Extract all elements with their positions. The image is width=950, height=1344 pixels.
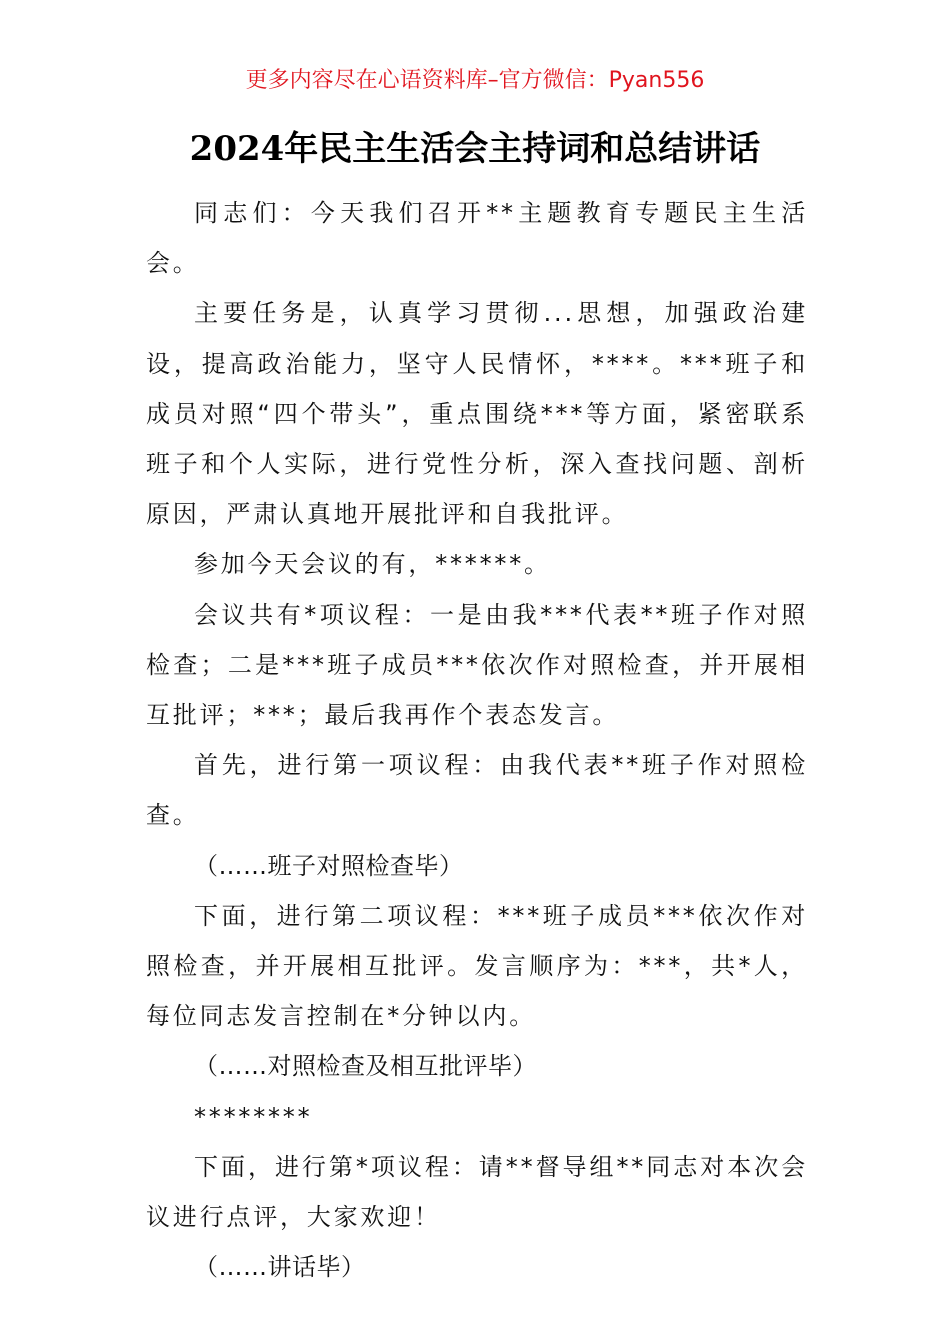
document-body — [146, 188, 808, 1292]
watermark-header: 更多内容尽在心语资料库–官方微信：Pyan556 — [245, 68, 705, 93]
paragraph-placeholder: ******** — [194, 1102, 313, 1131]
paragraph-stage-note-1: （……班子对照检查毕） — [194, 851, 464, 880]
paragraph-attendees: 参加今天会议的有，******。 — [194, 550, 551, 579]
paragraph-stage-note-3: （……讲话毕） — [194, 1253, 366, 1282]
paragraph-agenda-item-1: 首先，进行第一项议程：由我代表**班子作对照检查。 — [146, 751, 808, 830]
paragraph-agenda-item-review: 下面，进行第*项议程：请**督导组**同志对本次会议进行点评，大家欢迎！ — [146, 1152, 808, 1232]
paragraph-main-task: 主要任务是，认真学习贯彻...思想，加强政治建设，提高政治能力，坚守人民情怀，****。***班子和成员对照“四个带头”，重点围绕***等方面，紧密联系班子和个人实际，进行党性分析，深入查找问题、剖析原因，严肃认真地开展批评和自我批评。 — [146, 299, 808, 529]
document-title: 2024年民主生活会主持词和总结讲话 — [189, 129, 761, 169]
paragraph-opening: 同志们：今天我们召开**主题教育专题民主生活会。 — [146, 199, 808, 278]
paragraph-stage-note-2: （……对照检查及相互批评毕） — [194, 1052, 537, 1081]
paragraph-agenda-item-2: 下面，进行第二项议程：***班子成员***依次作对照检查，并开展相互批评。发言顺序为：***，共*人，每位同志发言控制在*分钟以内。 — [146, 901, 808, 1031]
paragraph-agenda: 会议共有*项议程：一是由我***代表**班子作对照检查；二是***班子成员***依次作对照检查，并开展相互批评；***；最后我再作个表态发言。 — [146, 600, 808, 730]
